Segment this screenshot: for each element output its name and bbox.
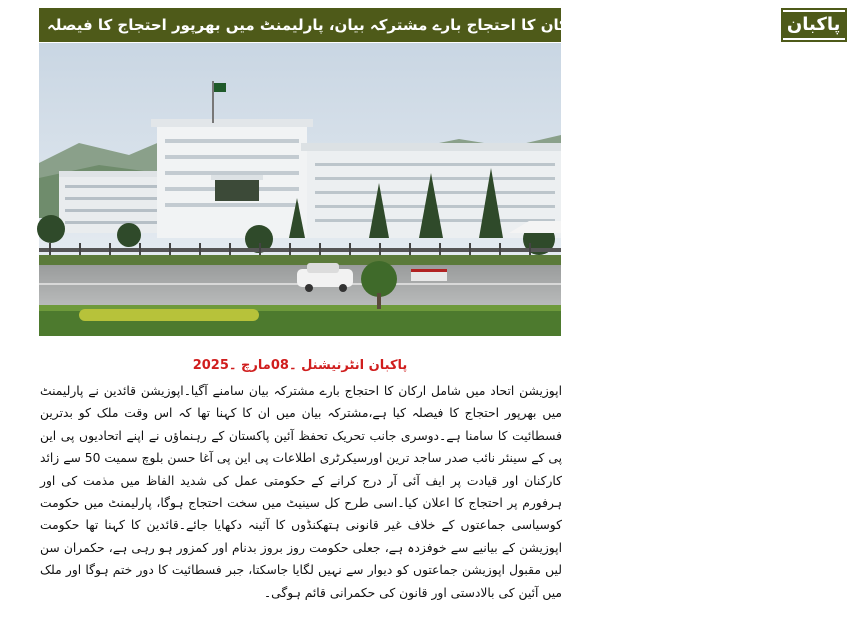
brand-logo[interactable] (781, 8, 847, 42)
dateline: پاکبان انٹرنیشنل ۔08مارچ ۔2025 (192, 358, 408, 373)
parliament-building-photo (39, 43, 561, 336)
brand-logo-label: پاکبان (783, 12, 845, 38)
article-body: اپوزیشن اتحاد میں شامل ارکان کا احتجاج بارے مشترکہ بیان سامنے آگیا۔اپوزیشن قائدین نے پارلیمنٹ میں بھرپور احتجاج کا فیصلہ کیا ہے،مشترکہ بیان میں ان کا کہنا تھا کہ اس وقت ملک کو بدترین فسطائیت کا سامنا ہے۔دوسری جانب تحریک تحفظ آئین پاکستان کے رہنماؤں نے اپنے اتحادیوں پی این پی کے سینئر نائب صدر ساجد ترین اورسیکرٹری اطلاعات پی این پی آغا حسن بلوچ سمیت 50 سے زائد کارکنان اور قیادت پر ایف آئی آر درج کرانے کے حکومتی عمل کی شدید الفاظ میں مذمت کی اور ہرفورم پر احتجاج کا اعلان کیا۔اسی طرح کل سینیٹ میں سخت احتجاج ہوگا، پارلیمنٹ میں حکومت کوسیاسی جماعتوں کے خلاف غیر قانونی ہتھکنڈوں کا آئینہ دکھایا جائے۔قائدین کا کہنا تھا حکومت اپوزیشن کے بیانیے سے خوفزدہ ہے، جعلی حکومت روز بروز بدنام اور کمزور ہو رہی ہے، حکمران سن لیں مقبول اپوزیشن جماعتوں کو دیوار سے نہیں لگایا جاسکتا، جبر فسطائیت کا دور ختم ہوگا اور ملک میں آئین کی بالادستی اور قانون کی حکمرانی قائم ہوگی۔ (40, 384, 562, 600)
headline-text: اپوزیشن اتحاد میں شامل ارکان کا احتجاج بارے مشترکہ بیان، پارلیمنٹ میں بھرپور احتجاج کا فیصلہ (47, 16, 773, 34)
headline-banner (39, 8, 841, 42)
photo-illustration (39, 43, 561, 336)
